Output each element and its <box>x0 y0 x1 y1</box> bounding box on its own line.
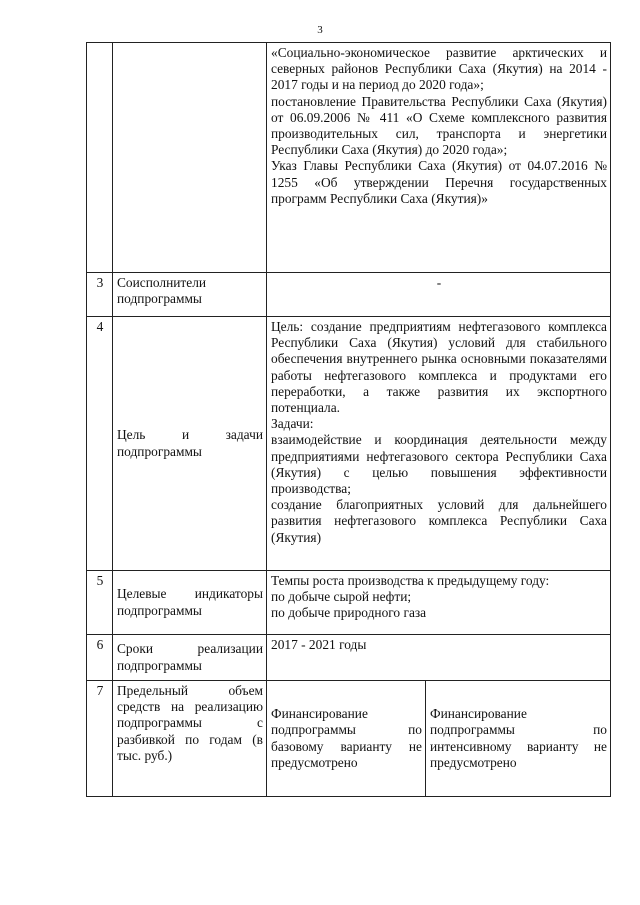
goal-text: Цель: создание предприятиям нефтегазового комплекса Республики Саха (Якутия) условий для стабильного обеспечения внутреннего рынка основными показателями работы нефтегазового комплекса и продуктами его переработки, а также развития их экспортного потенциала. <box>271 319 607 416</box>
table-row <box>87 317 611 571</box>
table-row-continuation <box>87 43 611 273</box>
task-item: создание благоприятных условий для дальнейшего развития нефтегазового комплекса Республики Саха (Якутия) <box>271 497 607 545</box>
row-label: Предельный объем средств на реализацию подпрограммы с разбивкой по годам (в тыс. руб.) <box>113 681 267 797</box>
intensive-variant-cell: Финансирование подпрограммы по интенсивному варианту не предусмотрено <box>426 681 611 797</box>
indicator-line: Темпы роста производства к предыдущему году: <box>271 573 550 588</box>
row-label: Целевые индикаторы подпрограммы <box>113 571 267 635</box>
legal-basis-item: Указ Главы Республики Саха (Якутия) от 04.07.2016 № 1255 «Об утверждении Перечня государственных программ Республики Саха (Якутия)» <box>271 158 607 206</box>
row-number-cell <box>87 43 113 273</box>
row-label-cell <box>113 43 267 273</box>
task-item: взаимодействие и координация деятельности между предприятиями нефтегазового сектора Республики Саха (Якутия) с целью повышения эффективности производства; <box>271 432 607 497</box>
table-row <box>87 635 611 681</box>
row-label: Сроки реализации подпрограммы <box>113 635 267 681</box>
row-label: Соисполнители подпрограммы <box>113 273 267 317</box>
legal-basis-item: постановление Правительства Республики Саха (Якутия) от 06.09.2006 № 411 «О Схеме комплексного развития производительных сил, транспорта и энергетики Республики Саха (Якутия) до 2020 года»; <box>271 93 607 158</box>
indicator-line: по добыче природного газа <box>271 605 427 621</box>
base-variant-cell: Финансирование подпрограммы по базовому варианту не предусмотрено <box>267 681 426 797</box>
row-value <box>267 571 611 635</box>
row-value: - <box>267 273 611 317</box>
table-row <box>87 273 611 317</box>
row-number: 4 <box>87 317 113 571</box>
row-number: 5 <box>87 571 113 635</box>
legal-basis-cell <box>267 43 611 273</box>
row-value: 2017 - 2021 годы <box>267 635 611 681</box>
legal-basis-item: «Социально-экономическое развитие арктических и северных районов Республики Саха (Якутия) на 2014 - 2017 годы и на период до 2020 года»; <box>271 45 607 93</box>
row-number: 7 <box>87 681 113 797</box>
row-label: Цель и задачи подпрограммы <box>113 317 267 571</box>
row-value <box>267 317 611 571</box>
tasks-title: Задачи: <box>271 416 314 432</box>
page-number: 3 <box>317 24 323 36</box>
program-passport-table <box>86 42 611 797</box>
table-row <box>87 681 611 797</box>
indicator-line: по добыче сырой нефти; <box>271 589 412 605</box>
row-number: 3 <box>87 273 113 317</box>
row-number: 6 <box>87 635 113 681</box>
table-row <box>87 571 611 635</box>
